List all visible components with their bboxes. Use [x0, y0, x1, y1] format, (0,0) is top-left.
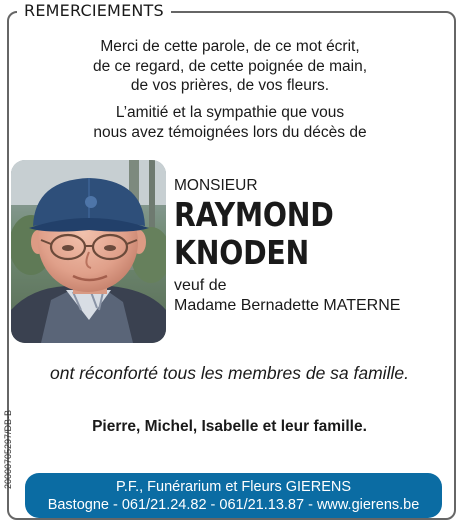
funeral-home-contact: Bastogne - 061/21.24.82 - 061/21.13.87 - www.gierens.be	[47, 497, 420, 513]
sympathy-paragraph	[30, 103, 430, 142]
portrait-illustration	[11, 160, 166, 343]
spouse-name: Madame Bernadette MATERNE	[174, 297, 401, 314]
funeral-home-banner	[25, 473, 442, 518]
sympathy-line: L’amitié et la sympathie que vous	[115, 104, 345, 121]
thanks-line: de vos prières, de vos fleurs.	[130, 77, 330, 94]
portrait-photo	[11, 160, 166, 343]
first-name: RAYMOND	[174, 195, 334, 234]
sympathy-line: nous avez témoignées lors du décès de	[93, 123, 367, 141]
family-signature: Pierre, Michel, Isabelle et leur famille.	[92, 418, 367, 435]
funeral-home-name: P.F., Funérarium et Fleurs GIERENS	[115, 479, 352, 495]
last-name: KNODEN	[174, 233, 310, 272]
heading-container	[17, 0, 171, 22]
thanks-line: Merci de cette parole, de ce mot écrit,	[100, 38, 360, 55]
comfort-line: ont réconforté tous les membres de sa famille.	[50, 363, 409, 383]
reference-code: 20000705297/DB-B	[3, 409, 13, 489]
thanks-line: de ce regard, de cette poignée de main,	[92, 57, 368, 75]
thanks-paragraph	[30, 37, 430, 96]
honorific: MONSIEUR	[174, 177, 258, 194]
widow-of-label: veuf de	[174, 277, 227, 294]
notice-heading: REMERCIEMENTS	[24, 1, 164, 20]
deceased-name-block	[174, 176, 400, 316]
